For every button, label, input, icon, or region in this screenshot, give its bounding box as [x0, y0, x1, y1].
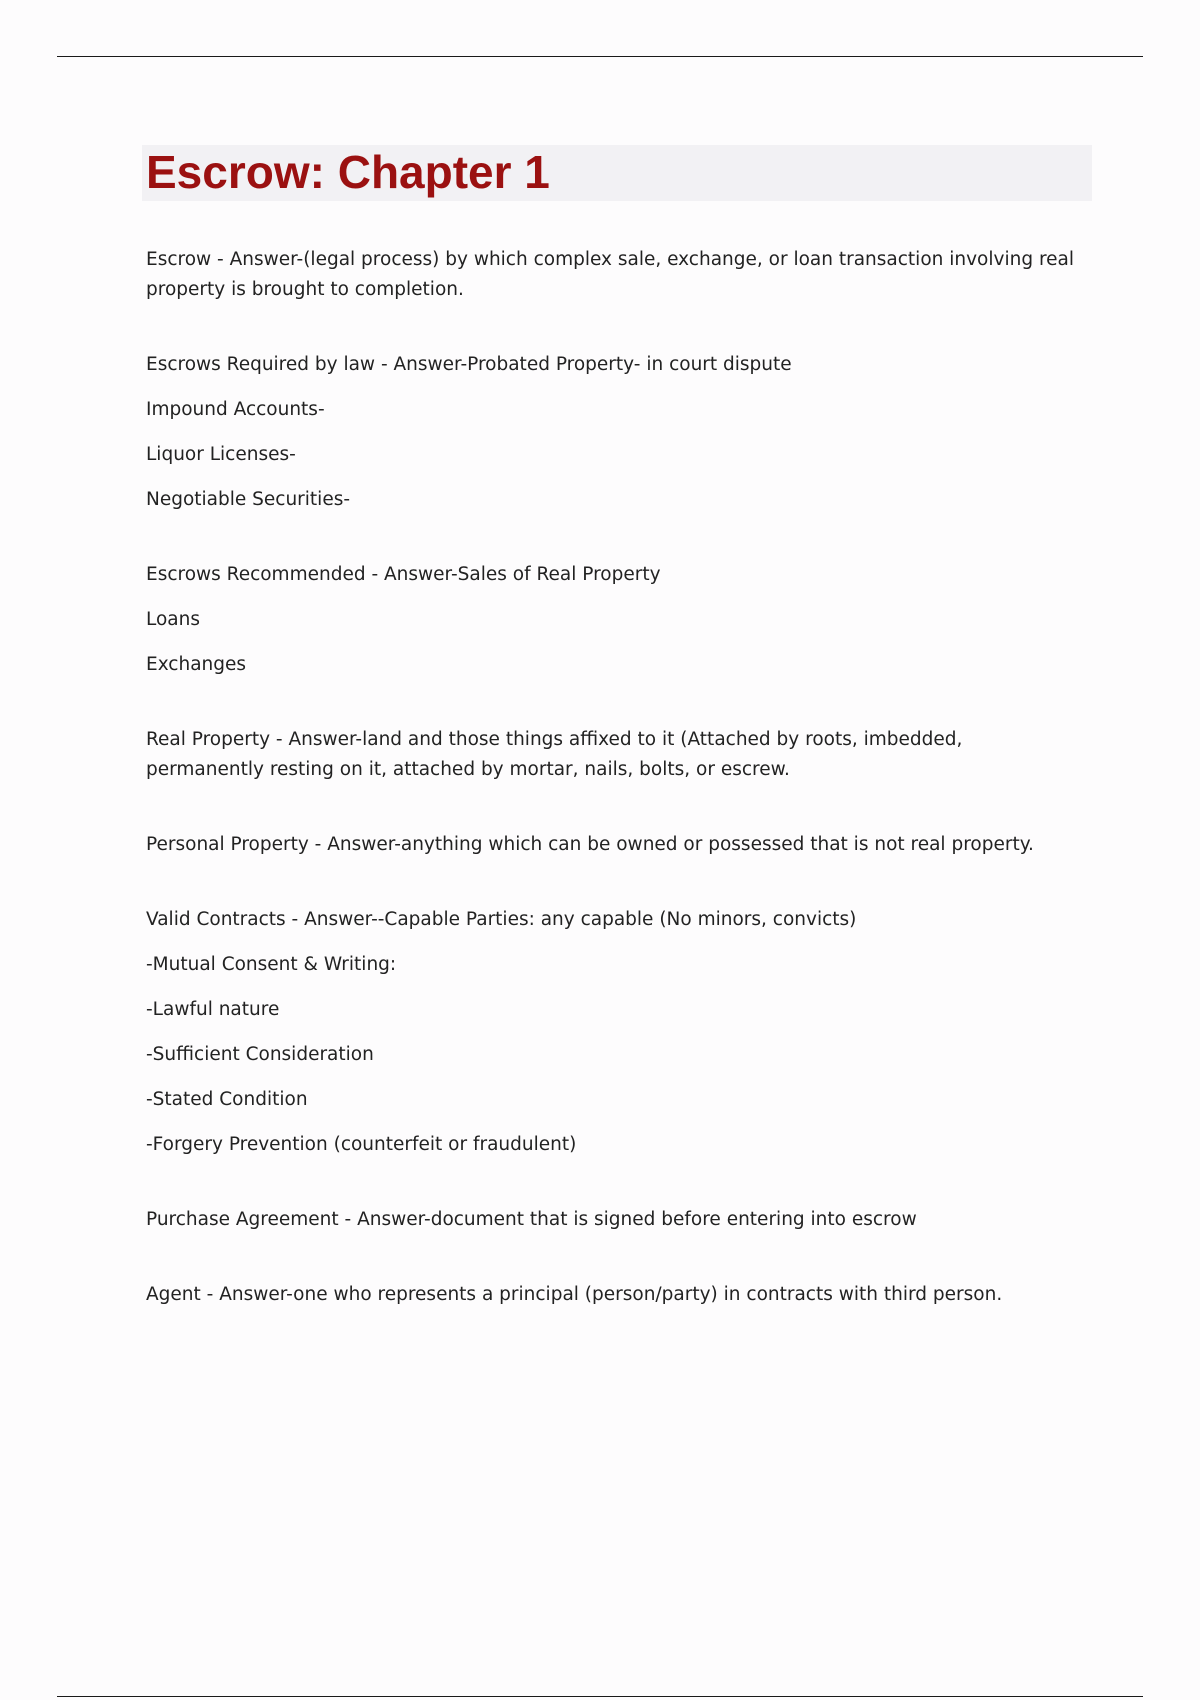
entry-escrow	[146, 245, 1086, 305]
entry-line: Negotiable Securities-	[146, 489, 351, 510]
entry-personal-property	[146, 830, 1086, 860]
entry-line: Liquor Licenses-	[146, 444, 296, 465]
entry-line: -Mutual Consent & Writing:	[146, 954, 397, 975]
entry-text: Agent - Answer-one who represents a principal (person/party) in contracts with third person.	[146, 1284, 1003, 1305]
entry-line: Escrows Recommended - Answer-Sales of Real Property	[146, 564, 661, 585]
entry-line: -Lawful nature	[146, 999, 280, 1020]
entry-escrows-recommended	[146, 560, 1086, 680]
entry-real-property	[146, 725, 1086, 785]
entry-text: Purchase Agreement - Answer-document that is signed before entering into escrow	[146, 1209, 917, 1230]
entry-line: Loans	[146, 609, 201, 630]
entry-line: Exchanges	[146, 654, 247, 675]
entry-text: Escrow - Answer-(legal process) by which complex sale, exchange, or loan transaction involving real property is brought to completion.	[146, 249, 1075, 300]
bottom-rule	[57, 1696, 1143, 1697]
entry-text: Real Property - Answer-land and those things affixed to it (Attached by roots, imbedded, permanently resting on it, attached by mortar, nails, bolts, or escrew.	[146, 729, 963, 780]
entry-valid-contracts	[146, 905, 1086, 1160]
entry-escrows-required	[146, 350, 1086, 515]
document-body	[146, 245, 1086, 1355]
entry-line: Impound Accounts-	[146, 399, 325, 420]
entry-text: Personal Property - Answer-anything which can be owned or possessed that is not real property.	[146, 834, 1034, 855]
entry-agent	[146, 1280, 1086, 1310]
entry-line: -Forgery Prevention (counterfeit or fraudulent)	[146, 1134, 577, 1155]
entry-line: Escrows Required by law - Answer-Probated Property- in court dispute	[146, 354, 792, 375]
entry-line: -Stated Condition	[146, 1089, 308, 1110]
entry-purchase-agreement	[146, 1205, 1086, 1235]
entry-line: -Sufficient Consideration	[146, 1044, 374, 1065]
entry-line: Valid Contracts - Answer--Capable Parties: any capable (No minors, convicts)	[146, 909, 857, 930]
top-rule	[57, 56, 1143, 57]
page-title: Escrow: Chapter 1	[146, 146, 550, 198]
